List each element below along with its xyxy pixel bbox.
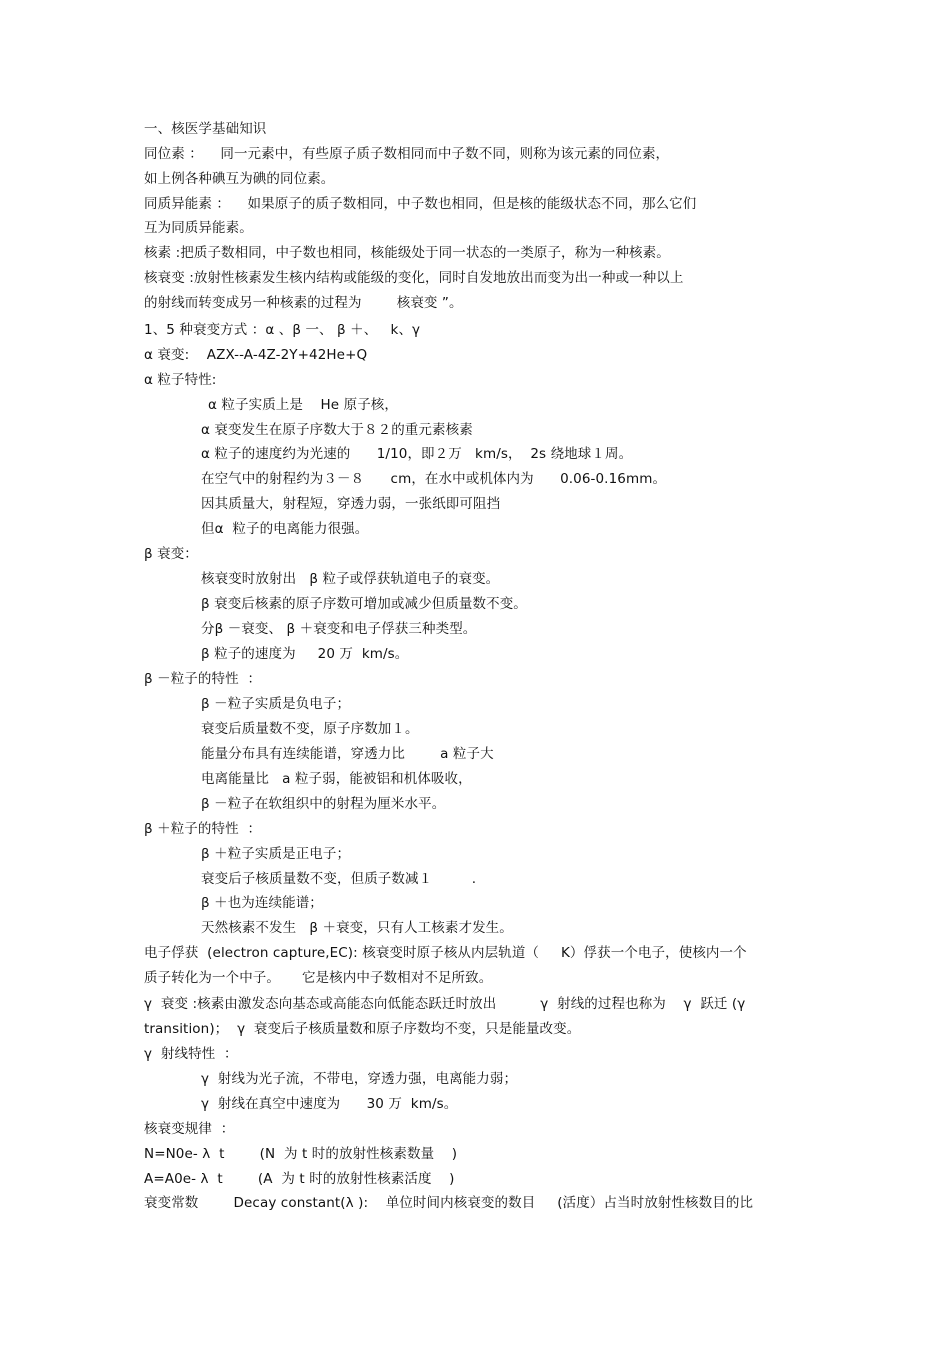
text-line: α 衰变: AZX--A-4Z-2Y+42He+Q [144, 347, 368, 363]
text-line: α 衰变发生在原子序数大于８２的重元素核素 [201, 422, 473, 438]
text-line: 衰变常数 Decay constant(λ ): 单位时间内核衰变的数目 (活度）占当时放射性核数目的比 [144, 1195, 754, 1211]
text-line: 同位素 ： 同一元素中，有些原子质子数相同而中子数不同，则称为该元素的同位素， [144, 146, 670, 162]
text-line: β 衰变： [144, 546, 198, 562]
text-line: γ 射线为光子流，不带电，穿透力强，电离能力弱； [201, 1071, 518, 1087]
text-line: β ＋粒子实质是正电子； [201, 846, 351, 862]
text-line: 核素 :把质子数相同，中子数也相同，核能级处于同一状态的一类原子，称为一种核素。 [144, 245, 670, 261]
text-line: β ＋也为连续能谱； [201, 895, 323, 911]
text-line: 能量分布具有连续能谱，穿透力比 a 粒子大 [201, 746, 494, 762]
text-line: 因其质量大，射程短，穿透力弱，一张纸即可阻挡 [201, 496, 501, 512]
text-line: 同质异能素 ： 如果原子的质子数相同，中子数也相同，但是核的能级状态不同，那么它们 [144, 196, 697, 212]
text-line: 电子俘获 (electron capture,EC): 核衰变时原子核从内层轨道（ K）俘获一个电子，使核内一个 [144, 945, 747, 961]
text-line: α 粒子实质上是 He 原子核， [208, 397, 399, 413]
text-line: 核衰变规律 ： [144, 1121, 235, 1137]
text-line: 电离能量比 a 粒子弱，能被铝和机体吸收， [201, 771, 472, 787]
text-line: 天然核素不发生 β ＋衰变，只有人工核素才发生。 [201, 920, 513, 936]
text-line: 在空气中的射程约为３－８ cm，在水中或机体内为 0.06-0.16mm。 [201, 471, 667, 487]
text-line: 衰变后子核质量数不变，但质子数减１ . [201, 871, 477, 887]
text-line: 的射线而转变成另一种核素的过程为 核衰变 ”。 [144, 295, 463, 311]
text-line: 互为同质异能素。 [144, 220, 253, 236]
text-line: β －粒子在软组织中的射程为厘米水平。 [201, 796, 446, 812]
text-line: 但α 粒子的电离能力很强。 [201, 521, 369, 537]
text-line: 核衰变 :放射性核素发生核内结构或能级的变化，同时自发地放出而变为出一种或一种以上 [144, 270, 684, 286]
text-line: 衰变后质量数不变，原子序数加１。 [201, 721, 419, 737]
text-line: 分β －衰变、 β ＋衰变和电子俘获三种类型。 [201, 621, 477, 637]
text-line: β ＋粒子的特性 ： [144, 821, 262, 837]
section-heading: 一、核医学基础知识 [144, 121, 267, 137]
text-line: γ 射线在真空中速度为 30 万 km/s。 [201, 1096, 458, 1112]
text-line: 1、5 种衰变方式 ：α 、β 一、 β ＋、 k、γ [144, 322, 421, 338]
text-line: α 粒子特性: [144, 372, 217, 388]
text-line: β 粒子的速度为 20 万 km/s。 [201, 646, 409, 662]
text-line: β －粒子的特性 ： [144, 671, 262, 687]
text-line: γ 射线特性 ： [144, 1046, 238, 1062]
formula-line: A=A0e- λ t (A 为 t 时的放射性核素活度 ) [144, 1171, 455, 1187]
formula-line: N=N0e- λ t (N 为 t 时的放射性核素数量 ) [144, 1146, 458, 1162]
text-line: transition)； γ 衰变后子核质量数和原子序数均不变，只是能量改变。 [144, 1021, 581, 1037]
text-line: 核衰变时放射出 β 粒子或俘获轨道电子的衰变。 [201, 571, 500, 587]
text-line: β 衰变后核素的原子序数可增加或减少但质量数不变。 [201, 596, 527, 612]
text-line: β －粒子实质是负电子； [201, 696, 351, 712]
text-line: γ 衰变 :核素由激发态向基态或高能态向低能态跃迁时放出 γ 射线的过程也称为 γ 跃迁 (γ [144, 996, 746, 1012]
text-line: α 粒子的速度约为光速的 1/10，即２万 km/s， 2s 绕地球１周。 [201, 446, 633, 462]
text-line: 如上例各种碘互为碘的同位素。 [144, 171, 335, 187]
text-line: 质子转化为一个中子。 它是核内中子数相对不足所致。 [144, 970, 493, 986]
